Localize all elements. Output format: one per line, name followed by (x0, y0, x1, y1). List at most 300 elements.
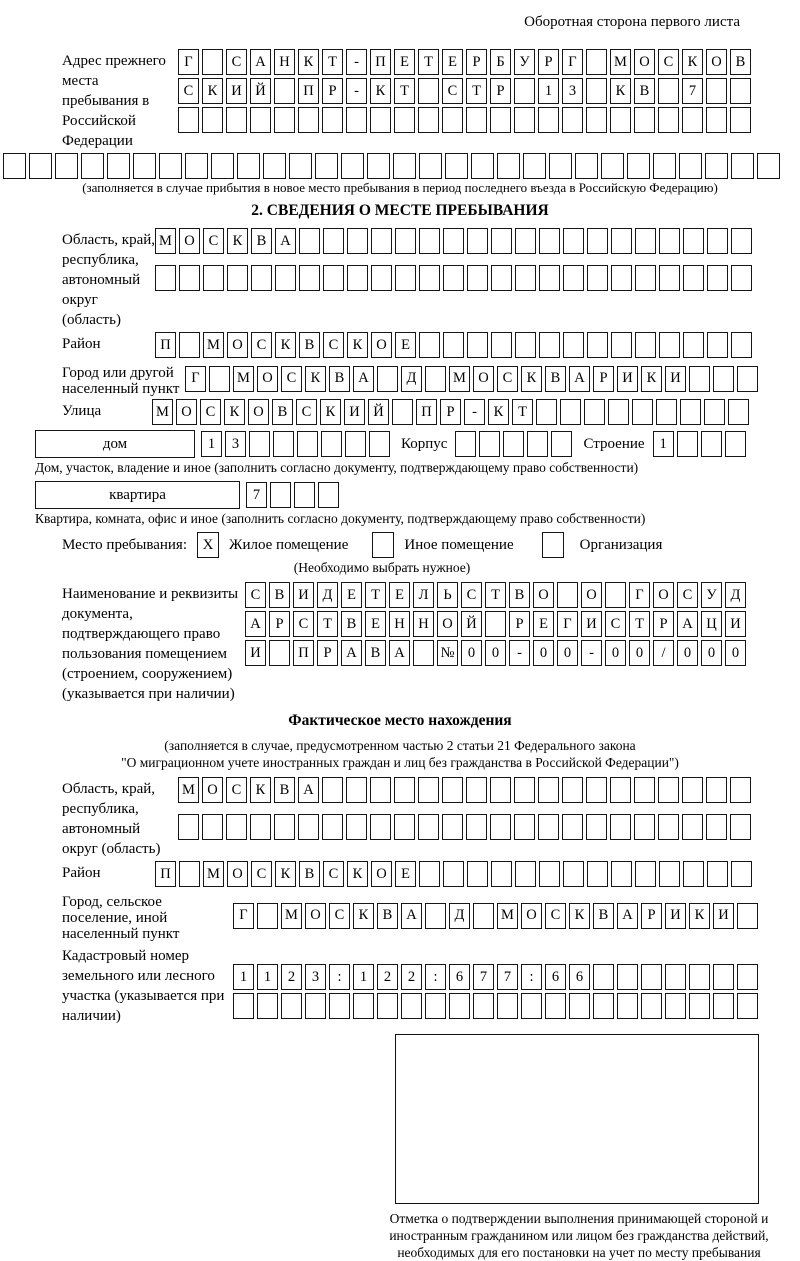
char-cell[interactable]: Д (401, 366, 422, 392)
char-cell[interactable] (536, 399, 557, 425)
char-cell[interactable]: К (353, 903, 374, 929)
char-cell[interactable] (425, 993, 446, 1019)
char-cell[interactable] (442, 107, 463, 133)
char-cell[interactable]: Р (653, 611, 674, 637)
char-cell[interactable] (425, 903, 446, 929)
char-cell[interactable] (634, 814, 655, 840)
char-cell[interactable] (557, 582, 578, 608)
char-cell[interactable] (601, 153, 624, 179)
char-cell[interactable]: 3 (562, 78, 583, 104)
char-cell[interactable] (394, 107, 415, 133)
char-cell[interactable] (539, 332, 560, 358)
char-cell[interactable]: М (203, 332, 224, 358)
char-cell[interactable] (346, 814, 367, 840)
char-cell[interactable]: Р (317, 640, 338, 666)
char-cell[interactable] (305, 993, 326, 1019)
char-cell[interactable]: М (610, 49, 631, 75)
char-cell[interactable] (491, 332, 512, 358)
char-cell[interactable]: Д (725, 582, 746, 608)
char-cell[interactable]: О (371, 332, 392, 358)
char-cell[interactable] (538, 107, 559, 133)
char-cell[interactable] (515, 332, 536, 358)
char-cell[interactable]: С (281, 366, 302, 392)
char-cell[interactable] (226, 814, 247, 840)
char-cell[interactable] (514, 777, 535, 803)
char-cell[interactable]: И (245, 640, 266, 666)
char-cell[interactable] (569, 993, 590, 1019)
char-cell[interactable]: В (593, 903, 614, 929)
char-cell[interactable]: Т (629, 611, 650, 637)
char-cell[interactable]: Р (641, 903, 662, 929)
char-cell[interactable]: К (305, 366, 326, 392)
char-cell[interactable] (425, 366, 446, 392)
char-cell[interactable] (730, 814, 751, 840)
char-cell[interactable]: О (305, 903, 326, 929)
char-cell[interactable]: Е (533, 611, 554, 637)
char-cell[interactable]: О (581, 582, 602, 608)
char-cell[interactable]: К (641, 366, 662, 392)
char-cell[interactable]: П (416, 399, 437, 425)
char-cell[interactable] (367, 153, 390, 179)
char-cell[interactable]: № (437, 640, 458, 666)
char-cell[interactable]: 1 (233, 964, 254, 990)
char-cell[interactable] (274, 78, 295, 104)
char-cell[interactable]: В (299, 332, 320, 358)
char-cell[interactable]: Р (269, 611, 290, 637)
char-cell[interactable] (587, 265, 608, 291)
char-cell[interactable]: И (665, 366, 686, 392)
char-cell[interactable]: С (497, 366, 518, 392)
char-cell[interactable] (473, 903, 494, 929)
char-cell[interactable]: О (176, 399, 197, 425)
char-cell[interactable] (392, 399, 413, 425)
char-cell[interactable] (563, 861, 584, 887)
char-cell[interactable] (394, 814, 415, 840)
char-cell[interactable] (665, 993, 686, 1019)
char-cell[interactable] (445, 153, 468, 179)
char-cell[interactable] (593, 964, 614, 990)
char-cell[interactable] (677, 431, 698, 457)
char-cell[interactable]: И (713, 903, 734, 929)
char-cell[interactable] (730, 777, 751, 803)
char-cell[interactable] (563, 228, 584, 254)
char-cell[interactable] (731, 861, 752, 887)
char-cell[interactable] (728, 399, 749, 425)
char-cell[interactable]: 1 (538, 78, 559, 104)
char-cell[interactable]: А (298, 777, 319, 803)
char-cell[interactable] (369, 431, 390, 457)
char-cell[interactable] (443, 228, 464, 254)
char-cell[interactable] (706, 814, 727, 840)
char-cell[interactable] (683, 861, 704, 887)
char-cell[interactable] (586, 814, 607, 840)
char-cell[interactable] (294, 482, 315, 508)
char-cell[interactable] (634, 107, 655, 133)
char-cell[interactable]: Г (629, 582, 650, 608)
char-cell[interactable] (658, 78, 679, 104)
char-cell[interactable] (418, 78, 439, 104)
char-cell[interactable]: С (226, 49, 247, 75)
char-cell[interactable]: А (275, 228, 296, 254)
char-cell[interactable] (549, 153, 572, 179)
char-cell[interactable]: А (245, 611, 266, 637)
char-cell[interactable]: К (275, 332, 296, 358)
char-cell[interactable] (322, 814, 343, 840)
char-cell[interactable] (538, 814, 559, 840)
char-cell[interactable] (653, 153, 676, 179)
char-cell[interactable] (586, 777, 607, 803)
char-cell[interactable]: П (298, 78, 319, 104)
char-cell[interactable] (683, 228, 704, 254)
char-cell[interactable] (491, 228, 512, 254)
char-cell[interactable]: К (250, 777, 271, 803)
char-cell[interactable]: С (178, 78, 199, 104)
char-cell[interactable]: К (610, 78, 631, 104)
char-cell[interactable] (562, 107, 583, 133)
char-cell[interactable]: Р (509, 611, 530, 637)
char-cell[interactable]: Г (557, 611, 578, 637)
char-cell[interactable] (635, 861, 656, 887)
char-cell[interactable] (656, 399, 677, 425)
char-cell[interactable]: В (251, 228, 272, 254)
char-cell[interactable] (515, 228, 536, 254)
char-cell[interactable] (251, 265, 272, 291)
char-cell[interactable]: К (275, 861, 296, 887)
char-cell[interactable] (155, 265, 176, 291)
char-cell[interactable] (689, 366, 710, 392)
char-cell[interactable]: О (533, 582, 554, 608)
char-cell[interactable] (587, 861, 608, 887)
char-cell[interactable]: 1 (257, 964, 278, 990)
char-cell[interactable]: С (677, 582, 698, 608)
char-cell[interactable]: О (473, 366, 494, 392)
char-cell[interactable] (521, 993, 542, 1019)
char-cell[interactable]: С (329, 903, 350, 929)
char-cell[interactable] (370, 107, 391, 133)
char-cell[interactable] (318, 482, 339, 508)
char-cell[interactable] (523, 153, 546, 179)
char-cell[interactable] (370, 777, 391, 803)
char-cell[interactable] (701, 431, 722, 457)
char-cell[interactable]: К (689, 903, 710, 929)
char-cell[interactable] (586, 78, 607, 104)
char-cell[interactable] (281, 993, 302, 1019)
char-cell[interactable]: Р (593, 366, 614, 392)
char-cell[interactable] (680, 399, 701, 425)
char-cell[interactable]: В (377, 903, 398, 929)
char-cell[interactable]: С (226, 777, 247, 803)
char-cell[interactable]: П (155, 861, 176, 887)
char-cell[interactable] (442, 814, 463, 840)
char-cell[interactable] (466, 814, 487, 840)
char-cell[interactable]: А (569, 366, 590, 392)
char-cell[interactable] (689, 964, 710, 990)
char-cell[interactable] (641, 964, 662, 990)
char-cell[interactable] (737, 366, 758, 392)
char-cell[interactable]: 0 (557, 640, 578, 666)
char-cell[interactable]: М (497, 903, 518, 929)
char-cell[interactable]: С (605, 611, 626, 637)
char-cell[interactable] (641, 993, 662, 1019)
char-cell[interactable] (611, 861, 632, 887)
char-cell[interactable] (274, 814, 295, 840)
char-cell[interactable] (683, 332, 704, 358)
char-cell[interactable] (485, 611, 506, 637)
char-cell[interactable]: 6 (449, 964, 470, 990)
char-cell[interactable]: О (179, 228, 200, 254)
char-cell[interactable] (562, 814, 583, 840)
char-cell[interactable]: 0 (461, 640, 482, 666)
char-cell[interactable] (315, 153, 338, 179)
char-cell[interactable]: Т (418, 49, 439, 75)
char-cell[interactable]: 0 (677, 640, 698, 666)
char-cell[interactable] (658, 107, 679, 133)
char-cell[interactable]: 2 (377, 964, 398, 990)
char-cell[interactable] (346, 107, 367, 133)
char-cell[interactable] (395, 265, 416, 291)
char-cell[interactable]: О (227, 332, 248, 358)
char-cell[interactable]: Т (466, 78, 487, 104)
char-cell[interactable] (341, 153, 364, 179)
char-cell[interactable] (273, 431, 294, 457)
char-cell[interactable] (659, 332, 680, 358)
char-cell[interactable] (395, 228, 416, 254)
char-cell[interactable] (275, 265, 296, 291)
char-cell[interactable] (665, 964, 686, 990)
char-cell[interactable] (467, 228, 488, 254)
char-cell[interactable]: Н (274, 49, 295, 75)
char-cell[interactable] (617, 964, 638, 990)
char-cell[interactable] (757, 153, 780, 179)
char-cell[interactable]: 1 (201, 431, 222, 457)
char-cell[interactable]: К (370, 78, 391, 104)
char-cell[interactable] (413, 640, 434, 666)
char-cell[interactable] (611, 265, 632, 291)
char-cell[interactable] (419, 332, 440, 358)
char-cell[interactable]: М (449, 366, 470, 392)
char-cell[interactable]: В (269, 582, 290, 608)
char-cell[interactable]: А (341, 640, 362, 666)
char-cell[interactable] (133, 153, 156, 179)
char-cell[interactable] (731, 265, 752, 291)
char-cell[interactable] (209, 366, 230, 392)
char-cell[interactable] (321, 431, 342, 457)
char-cell[interactable] (605, 582, 626, 608)
char-cell[interactable]: У (701, 582, 722, 608)
char-cell[interactable] (419, 861, 440, 887)
stay-type-checkbox-organization[interactable] (542, 532, 564, 558)
char-cell[interactable] (707, 861, 728, 887)
char-cell[interactable] (632, 399, 653, 425)
char-cell[interactable] (323, 265, 344, 291)
char-cell[interactable] (503, 431, 524, 457)
char-cell[interactable]: И (725, 611, 746, 637)
char-cell[interactable]: С (296, 399, 317, 425)
char-cell[interactable]: 7 (682, 78, 703, 104)
char-cell[interactable]: С (442, 78, 463, 104)
char-cell[interactable] (473, 993, 494, 1019)
char-cell[interactable] (707, 332, 728, 358)
char-cell[interactable] (202, 107, 223, 133)
char-cell[interactable] (377, 993, 398, 1019)
char-cell[interactable] (179, 861, 200, 887)
char-cell[interactable]: И (293, 582, 314, 608)
char-cell[interactable]: : (329, 964, 350, 990)
char-cell[interactable]: В (341, 611, 362, 637)
char-cell[interactable]: 3 (225, 431, 246, 457)
char-cell[interactable] (250, 814, 271, 840)
char-cell[interactable] (323, 228, 344, 254)
char-cell[interactable]: С (545, 903, 566, 929)
char-cell[interactable]: В (329, 366, 350, 392)
char-cell[interactable]: С (461, 582, 482, 608)
char-cell[interactable]: К (347, 861, 368, 887)
char-cell[interactable]: М (281, 903, 302, 929)
char-cell[interactable]: / (653, 640, 674, 666)
char-cell[interactable]: К (227, 228, 248, 254)
char-cell[interactable]: Р (466, 49, 487, 75)
char-cell[interactable] (659, 861, 680, 887)
char-cell[interactable]: В (634, 78, 655, 104)
char-cell[interactable] (227, 265, 248, 291)
char-cell[interactable]: И (344, 399, 365, 425)
char-cell[interactable]: : (425, 964, 446, 990)
char-cell[interactable] (250, 107, 271, 133)
char-cell[interactable]: - (581, 640, 602, 666)
char-cell[interactable]: 0 (533, 640, 554, 666)
char-cell[interactable] (707, 265, 728, 291)
char-cell[interactable]: П (293, 640, 314, 666)
char-cell[interactable]: 6 (545, 964, 566, 990)
char-cell[interactable] (538, 777, 559, 803)
char-cell[interactable]: Ц (701, 611, 722, 637)
char-cell[interactable]: Е (365, 611, 386, 637)
char-cell[interactable]: В (272, 399, 293, 425)
char-cell[interactable] (587, 228, 608, 254)
char-cell[interactable]: : (521, 964, 542, 990)
char-cell[interactable]: К (202, 78, 223, 104)
char-cell[interactable] (107, 153, 130, 179)
char-cell[interactable]: 3 (305, 964, 326, 990)
char-cell[interactable]: Е (395, 861, 416, 887)
char-cell[interactable]: В (299, 861, 320, 887)
char-cell[interactable] (443, 861, 464, 887)
char-cell[interactable] (322, 777, 343, 803)
char-cell[interactable] (377, 366, 398, 392)
char-cell[interactable]: О (634, 49, 655, 75)
char-cell[interactable] (682, 814, 703, 840)
char-cell[interactable] (393, 153, 416, 179)
char-cell[interactable]: Р (440, 399, 461, 425)
char-cell[interactable]: Е (442, 49, 463, 75)
char-cell[interactable]: Т (365, 582, 386, 608)
char-cell[interactable]: В (274, 777, 295, 803)
char-cell[interactable] (55, 153, 78, 179)
char-cell[interactable] (401, 993, 422, 1019)
char-cell[interactable] (731, 332, 752, 358)
char-cell[interactable]: 0 (701, 640, 722, 666)
char-cell[interactable] (617, 993, 638, 1019)
char-cell[interactable]: С (251, 332, 272, 358)
char-cell[interactable]: - (464, 399, 485, 425)
char-cell[interactable]: О (248, 399, 269, 425)
char-cell[interactable]: 7 (497, 964, 518, 990)
char-cell[interactable]: Е (389, 582, 410, 608)
char-cell[interactable]: О (521, 903, 542, 929)
char-cell[interactable] (418, 777, 439, 803)
char-cell[interactable] (490, 777, 511, 803)
char-cell[interactable]: У (514, 49, 535, 75)
char-cell[interactable] (611, 332, 632, 358)
char-cell[interactable]: Г (233, 903, 254, 929)
char-cell[interactable]: С (658, 49, 679, 75)
char-cell[interactable] (587, 332, 608, 358)
char-cell[interactable] (682, 107, 703, 133)
char-cell[interactable] (706, 777, 727, 803)
char-cell[interactable] (298, 814, 319, 840)
char-cell[interactable] (442, 777, 463, 803)
char-cell[interactable] (345, 431, 366, 457)
char-cell[interactable] (611, 228, 632, 254)
char-cell[interactable] (706, 107, 727, 133)
char-cell[interactable] (419, 228, 440, 254)
char-cell[interactable]: С (323, 861, 344, 887)
char-cell[interactable] (418, 107, 439, 133)
char-cell[interactable] (178, 107, 199, 133)
char-cell[interactable] (563, 265, 584, 291)
char-cell[interactable] (269, 640, 290, 666)
char-cell[interactable] (704, 399, 725, 425)
char-cell[interactable] (586, 107, 607, 133)
char-cell[interactable] (593, 993, 614, 1019)
char-cell[interactable]: Р (490, 78, 511, 104)
char-cell[interactable]: С (200, 399, 221, 425)
char-cell[interactable]: Е (341, 582, 362, 608)
char-cell[interactable]: О (706, 49, 727, 75)
char-cell[interactable]: С (293, 611, 314, 637)
char-cell[interactable]: Р (538, 49, 559, 75)
char-cell[interactable]: К (224, 399, 245, 425)
char-cell[interactable] (298, 107, 319, 133)
char-cell[interactable] (562, 777, 583, 803)
char-cell[interactable]: 1 (653, 431, 674, 457)
char-cell[interactable] (353, 993, 374, 1019)
char-cell[interactable]: А (617, 903, 638, 929)
char-cell[interactable]: И (226, 78, 247, 104)
char-cell[interactable] (490, 814, 511, 840)
char-cell[interactable] (371, 265, 392, 291)
char-cell[interactable] (705, 153, 728, 179)
char-cell[interactable]: А (677, 611, 698, 637)
char-cell[interactable]: Г (178, 49, 199, 75)
char-cell[interactable] (539, 861, 560, 887)
char-cell[interactable]: О (202, 777, 223, 803)
char-cell[interactable] (635, 228, 656, 254)
char-cell[interactable] (689, 993, 710, 1019)
char-cell[interactable] (479, 431, 500, 457)
char-cell[interactable] (370, 814, 391, 840)
char-cell[interactable] (466, 777, 487, 803)
char-cell[interactable] (725, 431, 746, 457)
char-cell[interactable] (237, 153, 260, 179)
char-cell[interactable]: А (401, 903, 422, 929)
char-cell[interactable]: 0 (725, 640, 746, 666)
char-cell[interactable] (610, 814, 631, 840)
char-cell[interactable] (233, 993, 254, 1019)
char-cell[interactable] (635, 332, 656, 358)
stay-type-checkbox-other[interactable] (372, 532, 394, 558)
char-cell[interactable] (466, 107, 487, 133)
